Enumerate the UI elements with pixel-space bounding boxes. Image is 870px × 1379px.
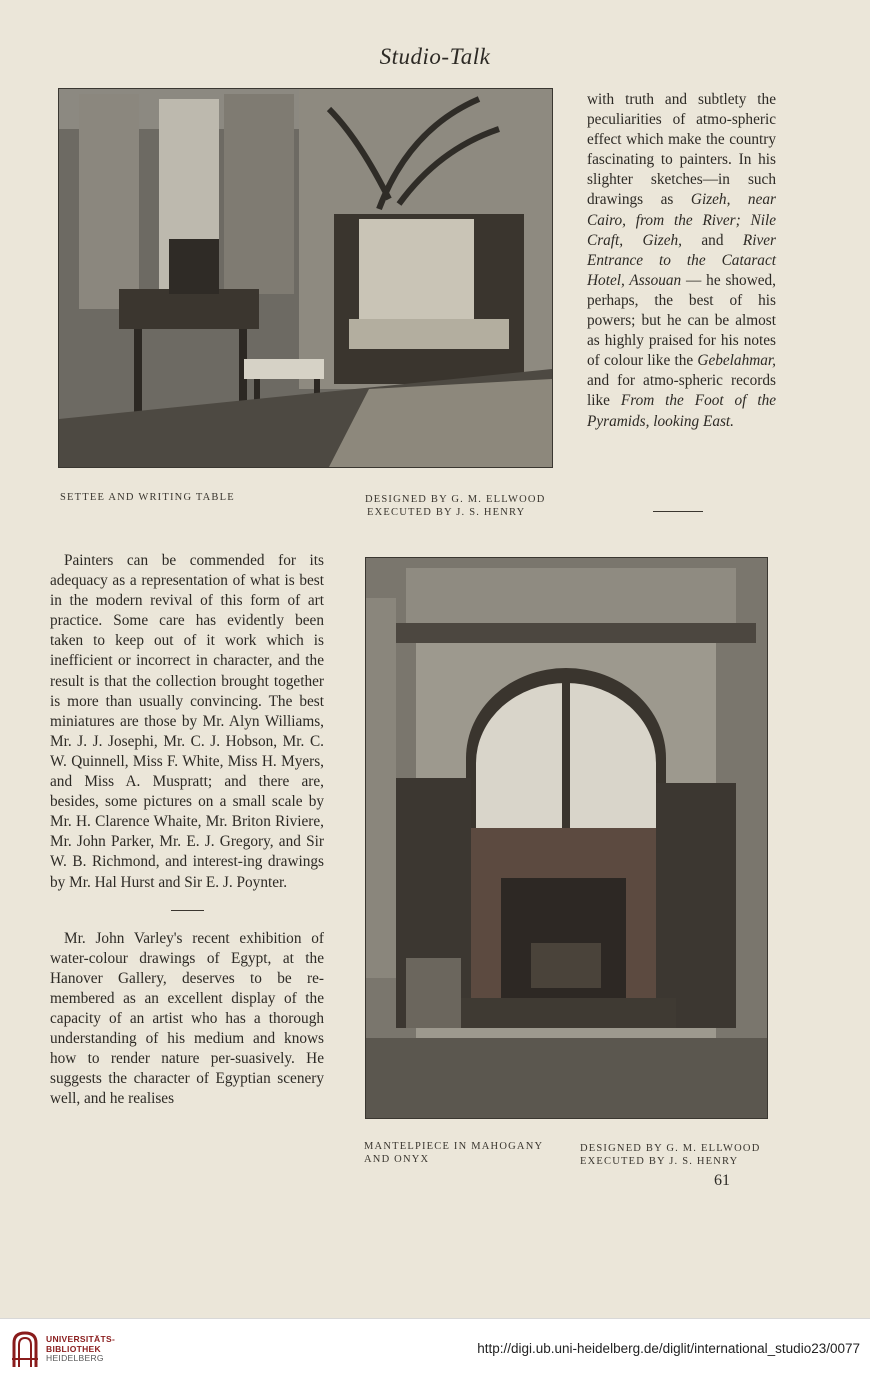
figure1-caption-right-2: EXECUTED BY J. S. HENRY bbox=[367, 507, 526, 518]
section-divider bbox=[171, 910, 204, 911]
figure2-caption-right-2: EXECUTED BY J. S. HENRY bbox=[580, 1156, 739, 1167]
library-logo-text bbox=[46, 1335, 115, 1364]
source-url-link[interactable]: http://digi.ub.uni-heidelberg.de/diglit/international_studio23/0077 bbox=[477, 1341, 860, 1356]
right-text-4: and for atmo-spheric records like bbox=[587, 372, 776, 410]
right-italic-4: From the Foot of the Pyramids, looking East. bbox=[587, 392, 777, 430]
paragraph-miniatures: Painters can be commended for its adequacy as a representation of what is best in the modern revival of this form of art practice. Some care has evidently been taken to keep out of it work which is inefficient or incorrect in character, and the result is that the collection brought together is more than usually convincing. The best miniatures are those by Mr. Alyn Williams, Mr. J. J. Josephi, Mr. C. J. Hobson, Mr. C. W. Quinnell, Miss F. White, Miss H. Myers, and Miss A. Muspratt; and there are, besides, some pictures on a small scale by Mr. H. Clarence Whaite, Mr. Briton Riviere, Mr. John Parker, Mr. E. J. Gregory, and Sir W. B. Richmond, and interest-ing drawings by Mr. Hal Hurst and Sir E. J. Poynter. bbox=[50, 552, 324, 891]
figure2-caption-left-1: MANTELPIECE IN MAHOGANY bbox=[364, 1141, 544, 1152]
right-text-1: with truth and subtlety the peculiarities of atmo-spheric effect which make the country fascinating to painters. In his slighter sketches—in such drawings as bbox=[587, 91, 776, 209]
university-logo-icon bbox=[10, 1329, 40, 1369]
logo-line-3: HEIDELBERG bbox=[46, 1353, 104, 1363]
right-italic-1: Gizeh, near Cairo, from the River; Nile Craft, Gizeh, bbox=[587, 191, 776, 249]
right-italic-2: River Entrance to the Cataract Hotel, Assouan bbox=[587, 231, 776, 289]
logo-line-1: UNIVERSITÄTS- bbox=[46, 1334, 116, 1344]
figure1-caption-left: SETTEE AND WRITING TABLE bbox=[60, 492, 235, 503]
paragraph-varley: Mr. John Varley's recent exhibition of water-colour drawings of Egypt, at the Hanover Gallery, deserves to be re-membered as an excellent display of the capacity of an artist who has a thorough understanding of his medium and knows how to render nature per-suasively. He suggests the character of Egyptian scenery well, and he realises bbox=[50, 929, 324, 1108]
figure2-caption-left-2: AND ONYX bbox=[364, 1154, 430, 1165]
figure2-caption-right-1: DESIGNED BY G. M. ELLWOOD bbox=[580, 1143, 761, 1154]
mantelpiece-photo bbox=[365, 557, 768, 1119]
right-text-3: — he showed, perhaps, the best of his powers; but he can be almost as highly praised for his notes of colour like the bbox=[587, 271, 776, 370]
right-italic-3: Gebelahmar, bbox=[697, 352, 776, 370]
right-column-text bbox=[587, 90, 776, 432]
figure1-caption-right-1: DESIGNED BY G. M. ELLWOOD bbox=[365, 494, 546, 505]
left-column-text bbox=[50, 551, 324, 1109]
logo-line-2: BIBLIOTHEK bbox=[46, 1343, 101, 1354]
library-footer bbox=[0, 1318, 870, 1379]
right-column-rule bbox=[653, 511, 703, 512]
page-title: Studio-Talk bbox=[379, 44, 491, 69]
right-text-2: and bbox=[682, 231, 743, 249]
settee-photo bbox=[58, 88, 553, 468]
page-number: 61 bbox=[714, 1172, 730, 1189]
